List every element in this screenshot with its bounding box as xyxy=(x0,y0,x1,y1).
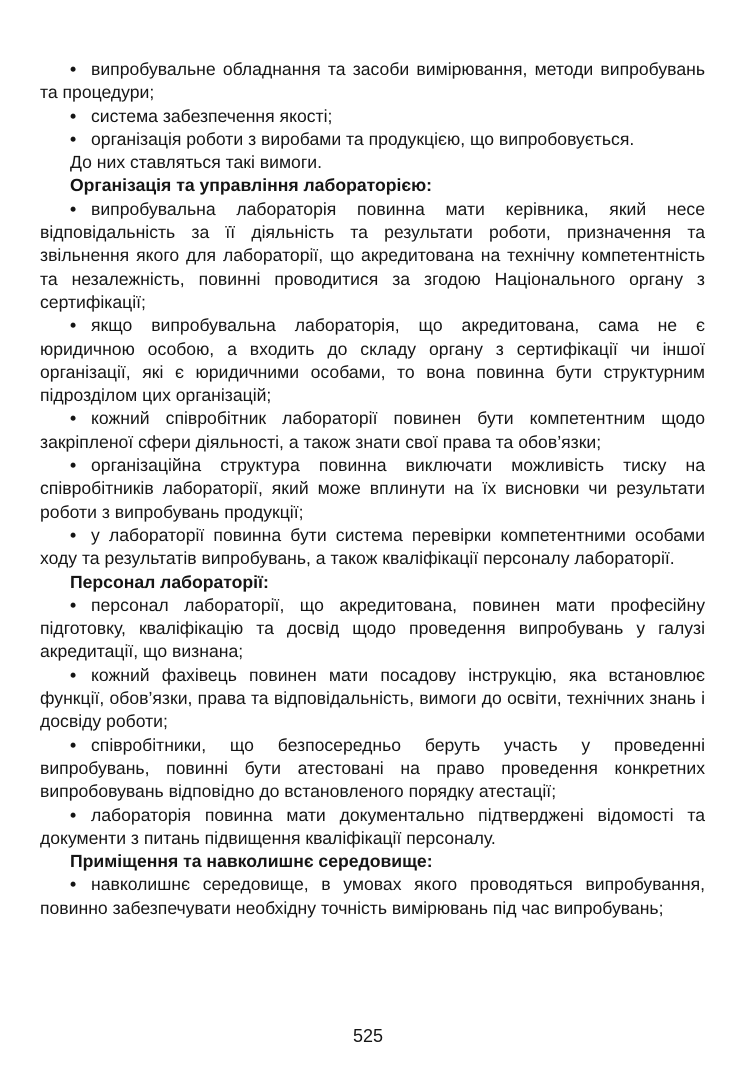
section-heading: Приміщення та навколишнє середовище: xyxy=(70,851,433,872)
bullet-paragraph: • якщо випробувальна лабораторія, що акредитована, сама не є юридичною особою, а входить до складу органу з сертифікації чи іншої організації, які є юридичними особами, то вона повинна бути структурним підрозділом цих організацій; xyxy=(40,314,705,407)
bullet-paragraph: • випробувальна лабораторія повинна мати керівника, який несе відповідальність за її діяльність та результати роботи, призначення та звільнення якого для лабораторії, що акредитована на технічну компетентність та незалежність, повинні проводитися за згодою Національного органу з сертифікації; xyxy=(40,198,705,314)
bullet-paragraph: • кожний співробітник лабораторії повинен бути компетентним щодо закріпленої сфери діяльності, а також знати свої права та обов’язки; xyxy=(40,407,705,454)
bullet-paragraph: • у лабораторії повинна бути система перевірки компетентними особами ходу та результатів випробувань, а також кваліфікації персоналу лабораторії. xyxy=(40,524,705,571)
bullet-paragraph: • організація роботи з виробами та продукцією, що випробовується. xyxy=(40,128,705,151)
bullet-paragraph: • персонал лабораторії, що акредитована, повинен мати професійну підготовку, кваліфікацію та досвід щодо проведення випробувань у галузі акредитації, що визнана; xyxy=(40,594,705,664)
bullet-paragraph: • кожний фахівець повинен мати посадову інструкцію, яка встановлює функції, обов’язки, права та відповідальність, вимоги до освіти, технічних знань і досвіду роботи; xyxy=(40,664,705,734)
page-body xyxy=(40,58,705,920)
section-heading: Персонал лабораторії: xyxy=(70,571,269,592)
bullet-paragraph: • система забезпечення якості; xyxy=(40,105,705,128)
bullet-paragraph: • випробувальне обладнання та засоби вимірювання, методи випробувань та процедури; xyxy=(40,58,705,105)
bullet-paragraph: • співробітники, що безпосередньо беруть участь у проведенні випробувань, повинні бути атестовані на право проведення конкретних випробовувань відповідно до встановленого порядку атестації; xyxy=(40,734,705,804)
body-paragraph: До них ставляться такі вимоги. xyxy=(70,152,322,173)
bullet-paragraph: • організаційна структура повинна виключати можливість тиску на співробітників лабораторії, який може вплинути на їх висновки чи результати роботи з випробувань продукції; xyxy=(40,454,705,524)
bullet-paragraph: • навколишнє середовище, в умовах якого проводяться випробування, повинно забезпечувати необхідну точність вимірювань під час випробувань; xyxy=(40,873,705,920)
page-number: 525 xyxy=(352,1026,384,1046)
section-heading: Організація та управління лабораторією: xyxy=(70,175,432,196)
bullet-paragraph: • лабораторія повинна мати документально підтверджені відомості та документи з питань підвищення кваліфікації персоналу. xyxy=(40,804,705,851)
